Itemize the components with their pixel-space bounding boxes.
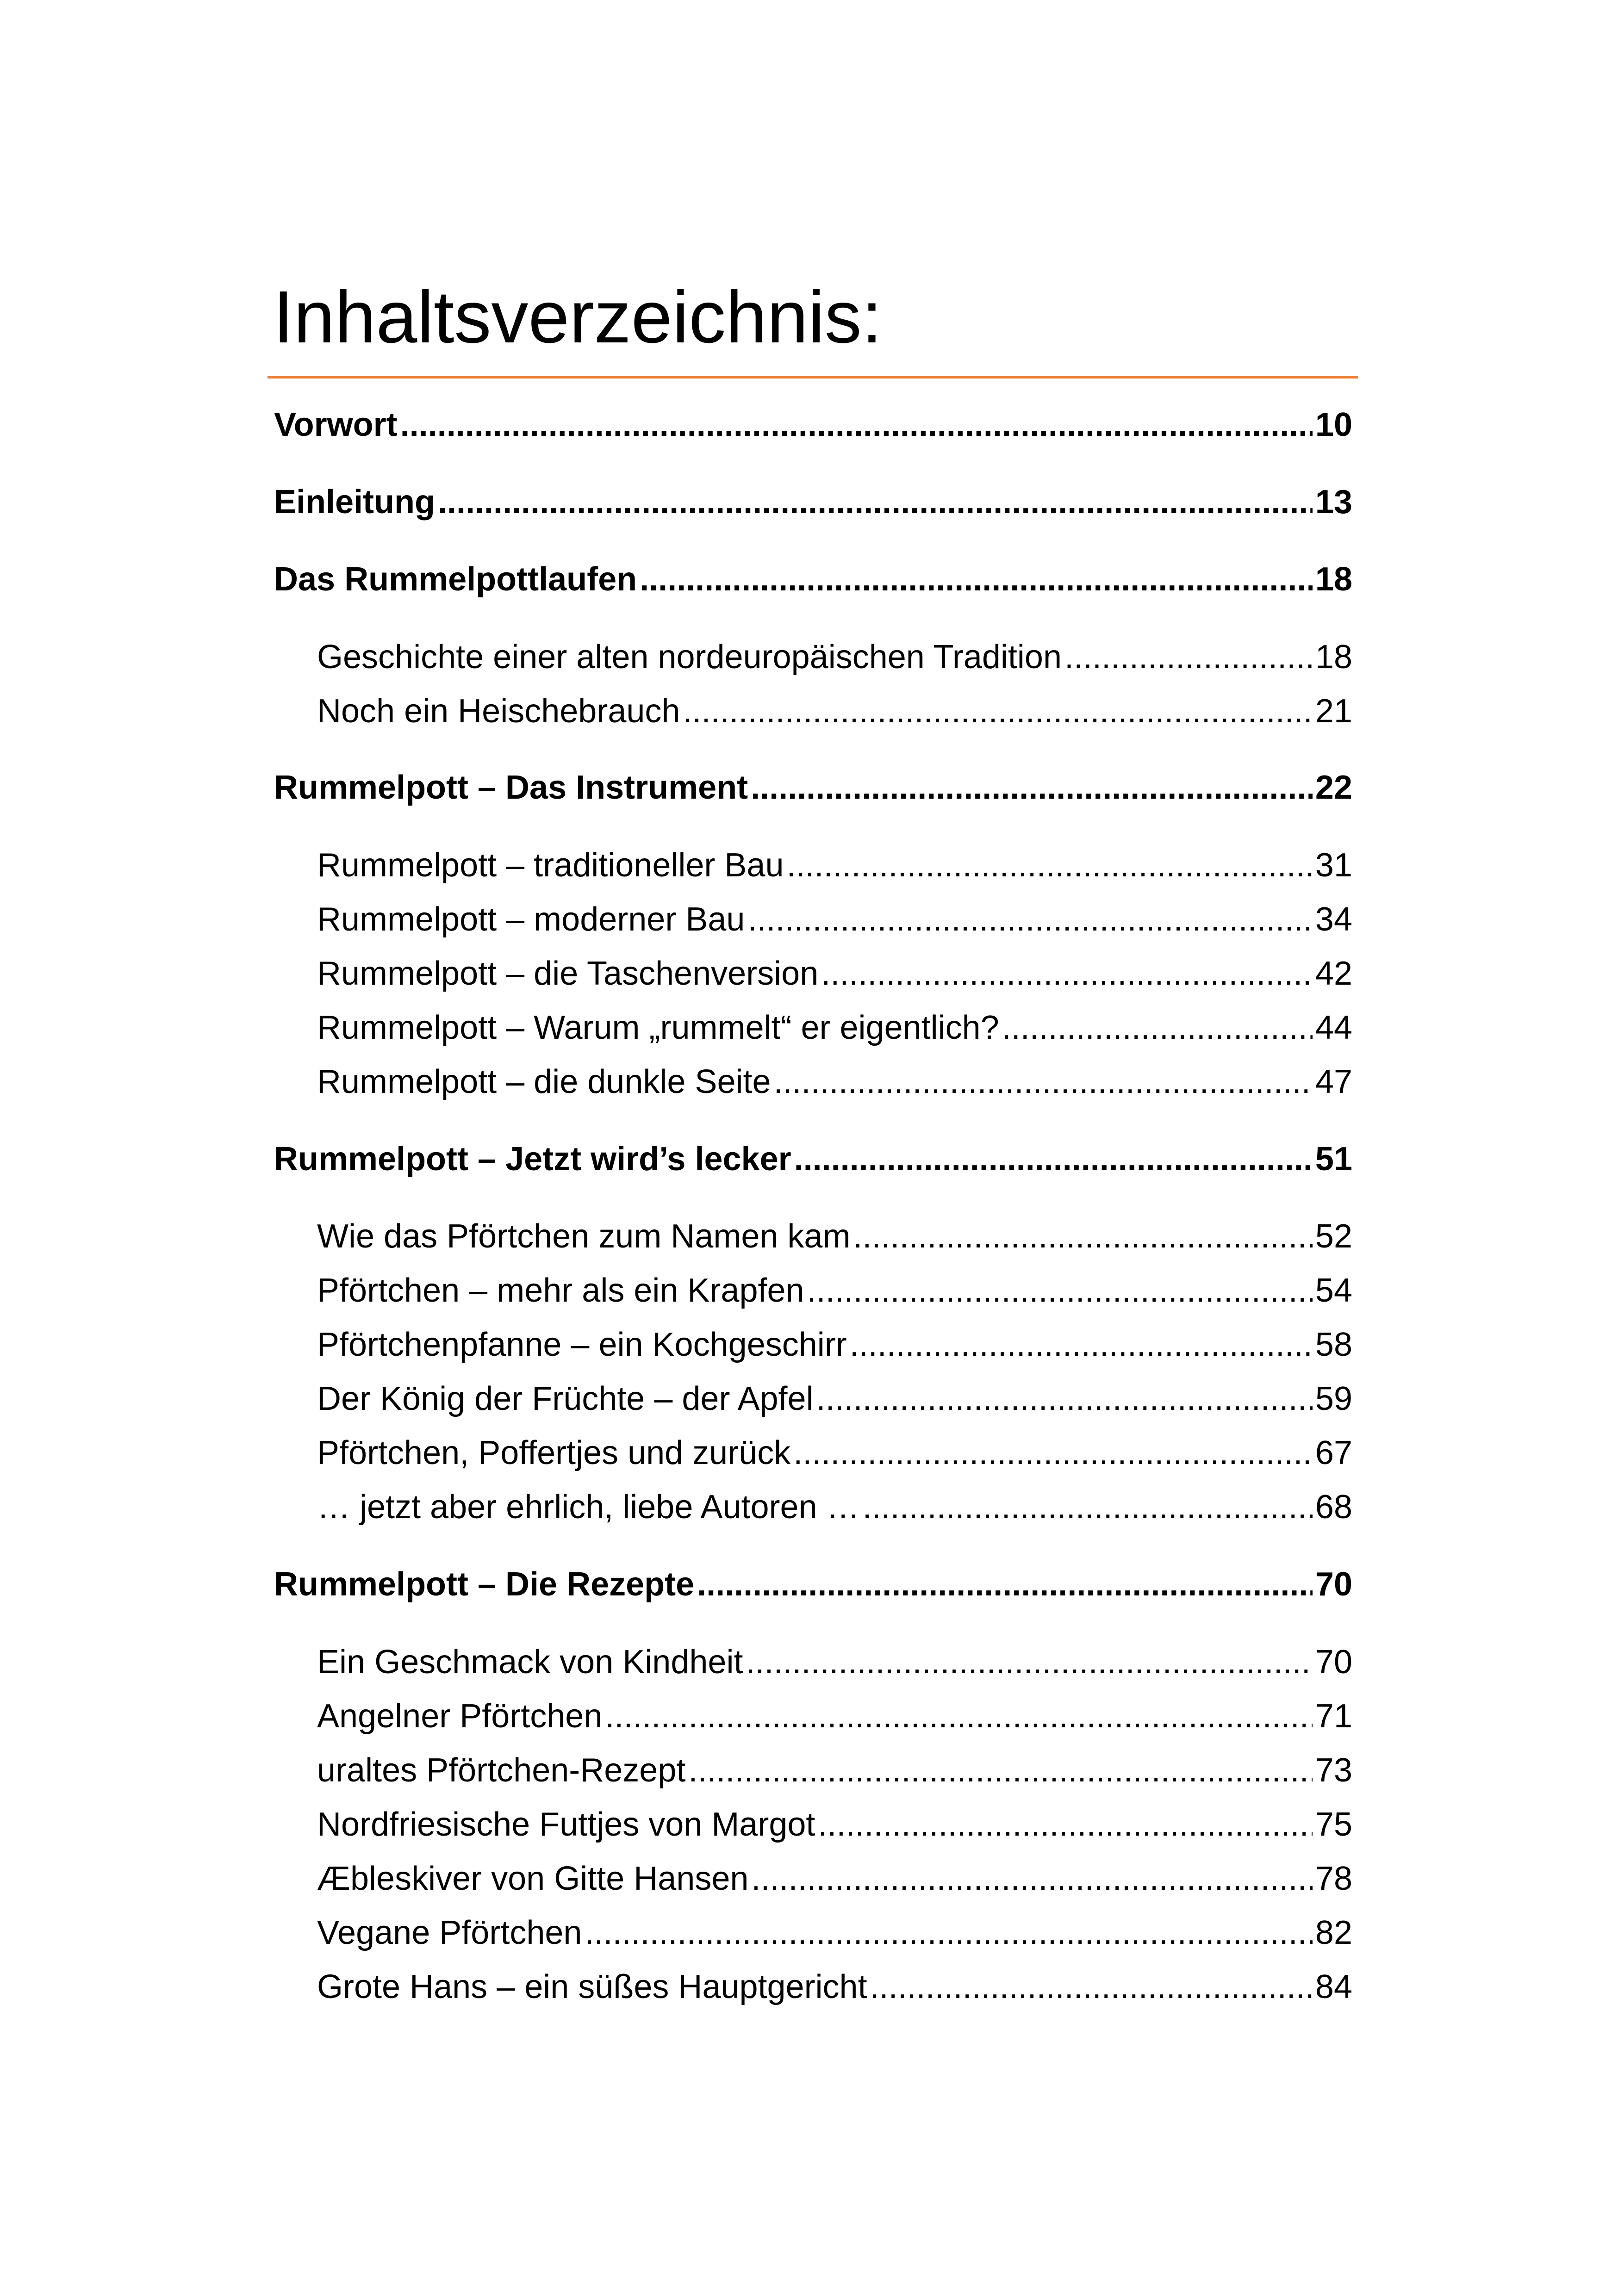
toc-entry-label: Rummelpott – die dunkle Seite xyxy=(317,1063,771,1100)
toc-entry-label: uraltes Pförtchen-Rezept xyxy=(317,1752,686,1789)
toc-entry-page: 67 xyxy=(1315,1434,1352,1471)
dot-leader xyxy=(640,556,1313,602)
toc-entry-page: 31 xyxy=(1315,847,1352,884)
toc-entry-label: Rummelpott – moderner Bau xyxy=(317,901,745,938)
toc-subentry-vegane[interactable] xyxy=(317,1910,1352,1956)
toc-entry-label: … jetzt aber ehrlich, liebe Autoren … xyxy=(317,1489,860,1526)
toc-entry-label: Pförtchenpfanne – ein Kochgeschirr xyxy=(317,1326,847,1363)
toc-entry-page: 52 xyxy=(1315,1218,1352,1255)
dot-leader xyxy=(863,1484,1313,1530)
dot-leader xyxy=(821,950,1313,997)
toc-subentry-krapfen[interactable] xyxy=(317,1267,1352,1314)
toc-entry-jetzt-wirds-lecker[interactable] xyxy=(274,1136,1352,1182)
toc-entry-label: Einleitung xyxy=(274,484,435,521)
toc-entry-page: 70 xyxy=(1315,1566,1352,1603)
toc-entry-page: 78 xyxy=(1315,1860,1352,1897)
toc-subentry-futtjes[interactable] xyxy=(317,1801,1352,1848)
toc-entry-label: Rummelpott – Jetzt wird’s lecker xyxy=(274,1141,791,1178)
toc-subentry-autoren[interactable] xyxy=(317,1484,1352,1530)
toc-subentry-heischebrauch[interactable] xyxy=(317,688,1352,734)
toc-entry-page: 10 xyxy=(1315,406,1352,443)
toc-entry-label: Noch ein Heischebrauch xyxy=(317,693,680,730)
toc-entry-page: 34 xyxy=(1315,901,1352,938)
toc-entry-page: 84 xyxy=(1315,1968,1352,2005)
toc-entry-label: Vorwort xyxy=(274,406,398,443)
dot-leader xyxy=(746,1639,1312,1685)
dot-leader xyxy=(818,1801,1312,1848)
toc-entry-label: Ein Geschmack von Kindheit xyxy=(317,1644,743,1681)
toc-entry-page: 73 xyxy=(1315,1752,1352,1789)
toc-entry-page: 75 xyxy=(1315,1806,1352,1843)
dot-leader xyxy=(870,1964,1313,2010)
dot-leader xyxy=(853,1213,1312,1260)
toc-entry-die-rezepte[interactable] xyxy=(274,1561,1352,1607)
toc-subentry-kochgeschirr[interactable] xyxy=(317,1322,1352,1368)
page-title: Inhaltsverzeichnis: xyxy=(273,275,883,358)
toc-entry-das-instrument[interactable] xyxy=(274,764,1352,811)
dot-leader xyxy=(438,479,1313,525)
dot-leader xyxy=(793,1430,1313,1476)
toc-subentry-geschichte[interactable] xyxy=(317,634,1352,680)
dot-leader xyxy=(751,1855,1312,1902)
toc-subentry-uraltes-rezept[interactable] xyxy=(317,1747,1352,1793)
toc-subentry-apfel[interactable] xyxy=(317,1376,1352,1422)
toc-entry-label: Vegane Pförtchen xyxy=(317,1914,582,1951)
toc-entry-page: 59 xyxy=(1315,1380,1352,1417)
toc-entry-label: Pförtchen – mehr als ein Krapfen xyxy=(317,1272,804,1309)
toc-entry-page: 18 xyxy=(1315,639,1352,676)
toc-entry-page: 68 xyxy=(1315,1489,1352,1526)
toc-entry-page: 58 xyxy=(1315,1326,1352,1363)
toc-entry-label: Rummelpott – die Taschenversion xyxy=(317,955,819,992)
toc-entry-label: Rummelpott – Warum „rummelt“ er eigentlich? xyxy=(317,1009,999,1046)
toc-entry-page: 21 xyxy=(1315,693,1352,730)
toc-subentry-aebleskiver[interactable] xyxy=(317,1855,1352,1902)
dot-leader xyxy=(688,1747,1313,1793)
toc-entry-label: Das Rummelpottlaufen xyxy=(274,561,637,598)
toc-entry-label: Rummelpott – traditioneller Bau xyxy=(317,847,784,884)
dot-leader xyxy=(850,1322,1313,1368)
toc-entry-page: 18 xyxy=(1315,561,1352,598)
toc-subentry-namen[interactable] xyxy=(317,1213,1352,1260)
dot-leader xyxy=(816,1376,1313,1422)
toc-entry-label: Rummelpott – Die Rezepte xyxy=(274,1566,695,1603)
dot-leader xyxy=(751,764,1313,811)
dot-leader xyxy=(787,842,1313,888)
dot-leader xyxy=(400,402,1313,448)
dot-leader xyxy=(697,1561,1313,1607)
dot-leader xyxy=(807,1267,1313,1314)
toc-entry-label: Der König der Früchte – der Apfel xyxy=(317,1380,814,1417)
toc-entry-einleitung[interactable] xyxy=(274,479,1352,525)
toc-entry-page: 82 xyxy=(1315,1914,1352,1951)
dot-leader xyxy=(1064,634,1313,680)
dot-leader xyxy=(747,896,1312,943)
dot-leader xyxy=(605,1693,1313,1739)
dot-leader xyxy=(794,1136,1313,1182)
toc-entry-page: 70 xyxy=(1315,1644,1352,1681)
title-underline xyxy=(268,376,1358,379)
toc-subentry-dunkle-seite[interactable] xyxy=(317,1059,1352,1105)
toc-entry-label: Angelner Pförtchen xyxy=(317,1698,603,1735)
toc-entry-page: 47 xyxy=(1315,1063,1352,1100)
toc-subentry-traditioneller-bau[interactable] xyxy=(317,842,1352,888)
toc-entry-label: Rummelpott – Das Instrument xyxy=(274,769,748,806)
toc-entry-das-rummelpottlaufen[interactable] xyxy=(274,556,1352,602)
toc-entry-vorwort[interactable] xyxy=(274,402,1352,448)
dot-leader xyxy=(774,1059,1313,1105)
toc-entry-label: Grote Hans – ein süßes Hauptgericht xyxy=(317,1968,867,2005)
toc-entry-page: 71 xyxy=(1315,1698,1352,1735)
toc-subentry-taschenversion[interactable] xyxy=(317,950,1352,997)
dot-leader xyxy=(585,1910,1312,1956)
dot-leader xyxy=(683,688,1312,734)
toc-entry-label: Geschichte einer alten nordeuropäischen Tradition xyxy=(317,639,1062,676)
toc-entry-page: 13 xyxy=(1315,484,1352,521)
toc-subentry-moderner-bau[interactable] xyxy=(317,896,1352,943)
toc-entry-page: 51 xyxy=(1315,1141,1352,1178)
toc-subentry-warum-rummelt[interactable] xyxy=(317,1005,1352,1051)
toc-entry-label: Pförtchen, Poffertjes und zurück xyxy=(317,1434,791,1471)
toc-entry-label: Æbleskiver von Gitte Hansen xyxy=(317,1860,749,1897)
toc-subentry-poffertjes[interactable] xyxy=(317,1430,1352,1476)
toc-entry-label: Wie das Pförtchen zum Namen kam xyxy=(317,1218,851,1255)
toc-subentry-kindheit[interactable] xyxy=(317,1639,1352,1685)
dot-leader xyxy=(1002,1005,1313,1051)
toc-entry-label: Nordfriesische Futtjes von Margot xyxy=(317,1806,815,1843)
toc-entry-page: 44 xyxy=(1315,1009,1352,1046)
toc-entry-page: 54 xyxy=(1315,1272,1352,1309)
toc-entry-page: 42 xyxy=(1315,955,1352,992)
toc-subentry-angelner[interactable] xyxy=(317,1693,1352,1739)
toc-entry-page: 22 xyxy=(1315,769,1352,806)
toc-subentry-grote-hans[interactable] xyxy=(317,1964,1352,2010)
